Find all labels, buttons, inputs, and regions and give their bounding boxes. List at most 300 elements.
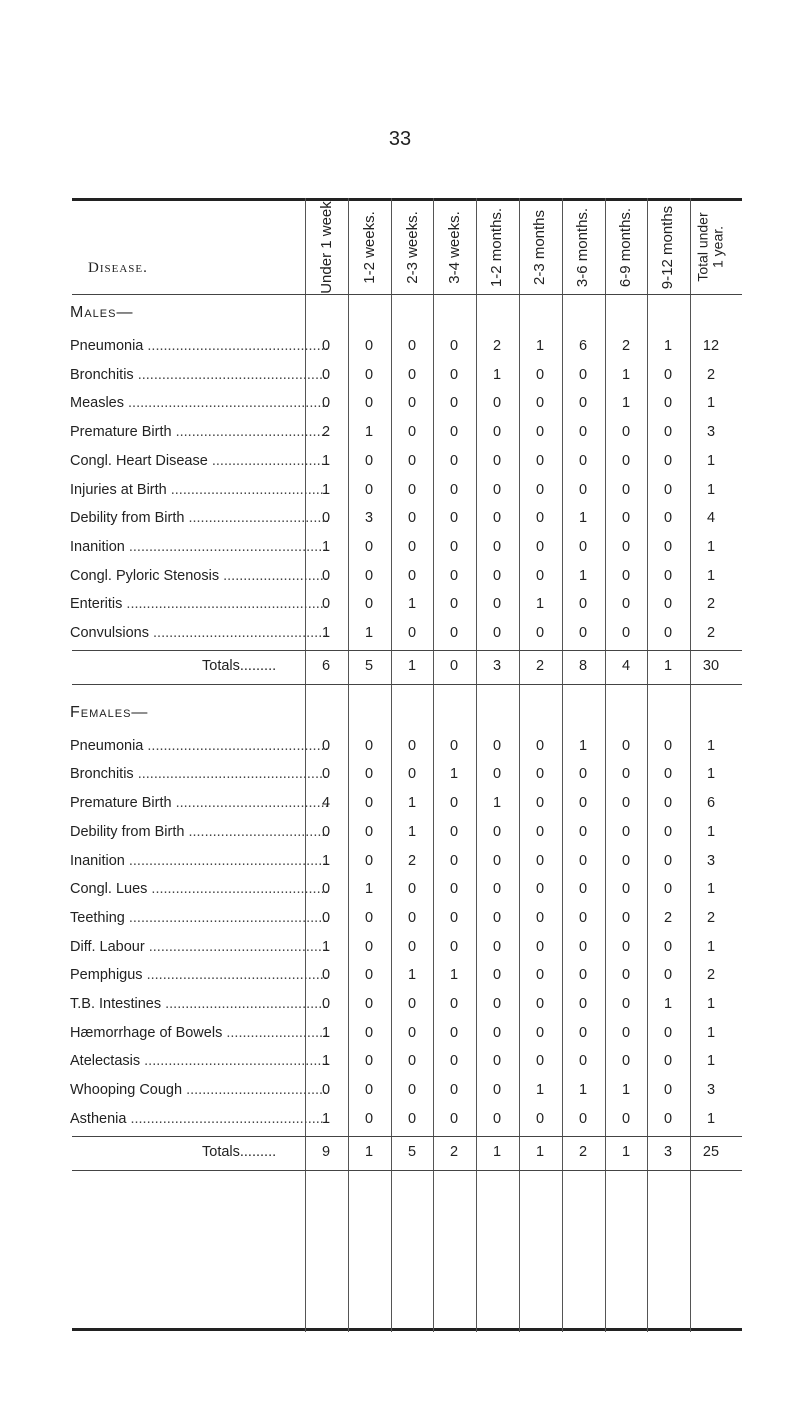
males-cell: 1 [407, 596, 417, 613]
females-totals-label: Totals......... [202, 1143, 277, 1160]
females-cell: 0 [492, 766, 502, 783]
females-cell: 0 [578, 967, 588, 984]
column-header-label: 3-4 weeks. [445, 210, 463, 284]
males-totals-cell: 0 [449, 657, 459, 674]
males-cell: 0 [663, 567, 673, 584]
males-cell: 0 [321, 596, 331, 613]
females-cell: 0 [321, 967, 331, 984]
females-cell: 4 [321, 795, 331, 812]
females-cell: 0 [321, 766, 331, 783]
females-cell: 1 [706, 1053, 716, 1070]
females-section-title: Females— [70, 703, 149, 721]
males-cell: 0 [321, 366, 331, 383]
females-cell: 0 [535, 1053, 545, 1070]
females-row-label: Atelectasis ..... [70, 1053, 328, 1069]
females-cell: 0 [407, 737, 417, 754]
females-cell: 0 [621, 852, 631, 869]
females-totals-cell: 3 [663, 1143, 673, 1160]
females-cell: 1 [407, 795, 417, 812]
females-cell: 1 [364, 881, 374, 898]
females-cell: 0 [407, 881, 417, 898]
males-cell: 1 [492, 366, 502, 383]
males-cell: 0 [449, 424, 459, 441]
males-cell: 2 [706, 596, 716, 613]
column-header-label: 3-6 months. [574, 207, 592, 287]
males-cell: 12 [702, 338, 720, 354]
males-totals-cell: 6 [321, 657, 331, 674]
males-cell: 1 [621, 395, 631, 412]
males-cell: 0 [578, 395, 588, 412]
males-cell: 0 [449, 510, 459, 527]
females-cell: 0 [663, 938, 673, 955]
females-cell: 0 [621, 766, 631, 783]
females-cell: 2 [706, 967, 716, 984]
females-cell: 0 [407, 1053, 417, 1070]
page-number: 33 [388, 128, 412, 150]
females-cell: 0 [492, 1110, 502, 1127]
males-cell: 0 [578, 424, 588, 441]
males-cell: 0 [449, 567, 459, 584]
males-cell: 0 [535, 424, 545, 441]
males-cell: 0 [663, 596, 673, 613]
males-cell: 0 [364, 395, 374, 412]
males-cell: 1 [321, 481, 331, 498]
males-cell: 0 [535, 538, 545, 555]
column-header [305, 202, 347, 292]
females-row-label: Pneumonia ..... [70, 738, 328, 754]
females-cell: 0 [578, 909, 588, 926]
column-header-label: 1-2 weeks. [360, 210, 378, 284]
males-cell: 3 [364, 510, 374, 527]
males-cell: 0 [364, 452, 374, 469]
column-header-label: 1-2 months. [488, 207, 506, 287]
males-cell: 0 [578, 625, 588, 641]
females-cell: 1 [578, 737, 588, 754]
females-cell: 0 [364, 766, 374, 783]
column-header [476, 202, 518, 292]
females-cell: 6 [706, 795, 716, 812]
males-cell: 0 [407, 395, 417, 412]
females-cell: 0 [535, 795, 545, 812]
females-cell: 1 [449, 967, 459, 984]
females-cell: 0 [535, 909, 545, 926]
females-cell: 1 [578, 1082, 588, 1099]
males-row-label: Congl. Heart Disease ..... [70, 453, 328, 469]
males-cell: 0 [407, 338, 417, 354]
females-cell: 0 [663, 1110, 673, 1127]
males-cell: 1 [364, 424, 374, 441]
females-cell: 1 [706, 938, 716, 955]
column-header-label: Under 1 week [317, 200, 335, 294]
males-cell: 0 [663, 424, 673, 441]
males-cell: 0 [407, 366, 417, 383]
females-cell: 0 [492, 1053, 502, 1070]
females-cell: 0 [663, 852, 673, 869]
males-cell: 0 [364, 338, 374, 354]
females-totals-cell: 25 [702, 1143, 720, 1160]
females-cell: 0 [578, 766, 588, 783]
females-cell: 0 [449, 909, 459, 926]
males-cell: 2 [492, 338, 502, 354]
males-cell: 0 [449, 481, 459, 498]
females-cell: 0 [663, 1024, 673, 1041]
column-header-label: 2-3 weeks. [403, 210, 421, 284]
males-section-title: Males— [70, 304, 134, 321]
females-cell: 0 [449, 1024, 459, 1041]
males-cell: 0 [492, 538, 502, 555]
females-cell: 0 [364, 967, 374, 984]
males-cell: 0 [407, 452, 417, 469]
column-header [391, 202, 433, 292]
females-cell: 0 [535, 881, 545, 898]
column-header [690, 202, 732, 292]
females-cell: 0 [321, 1082, 331, 1099]
females-row-label: Asthenia ..... [70, 1111, 328, 1127]
males-cell: 0 [407, 625, 417, 641]
males-cell: 0 [492, 424, 502, 441]
males-cell: 0 [364, 366, 374, 383]
males-cell: 0 [321, 338, 331, 354]
females-cell: 0 [492, 823, 502, 840]
males-totals-cell: 30 [702, 657, 720, 674]
females-cell: 0 [364, 1024, 374, 1041]
males-cell: 0 [621, 481, 631, 498]
females-cell: 0 [407, 909, 417, 926]
males-cell: 0 [449, 338, 459, 354]
males-cell: 0 [407, 424, 417, 441]
males-row-label: Bronchitis ..... [70, 367, 328, 383]
males-cell: 0 [449, 625, 459, 641]
disease-column-header: Disease. [88, 260, 148, 276]
females-cell: 1 [535, 1082, 545, 1099]
males-cell: 0 [492, 395, 502, 412]
males-cell: 0 [364, 538, 374, 555]
males-cell: 0 [663, 481, 673, 498]
females-totals-cell: 2 [449, 1143, 459, 1160]
females-cell: 0 [364, 1053, 374, 1070]
column-header-label: Total under 1 year. [695, 212, 726, 282]
males-row-label: Enteritis ..... [70, 596, 328, 612]
males-cell: 0 [407, 510, 417, 527]
females-cell: 0 [621, 823, 631, 840]
mortality-table [72, 198, 742, 1332]
males-cell: 0 [321, 567, 331, 584]
females-cell: 1 [706, 996, 716, 1012]
males-cell: 1 [663, 338, 673, 354]
females-cell: 0 [449, 795, 459, 812]
males-cell: 0 [364, 596, 374, 613]
females-row-label: Whooping Cough ..... [70, 1082, 328, 1098]
males-totals-cell: 2 [535, 657, 545, 674]
females-cell: 0 [364, 938, 374, 955]
males-totals-cell: 1 [663, 657, 673, 674]
females-cell: 1 [321, 1110, 331, 1127]
males-cell: 0 [578, 366, 588, 383]
males-cell: 0 [492, 567, 502, 584]
females-cell: 1 [321, 852, 331, 869]
males-cell: 1 [578, 510, 588, 527]
column-header [519, 202, 561, 292]
column-header [433, 202, 475, 292]
males-cell: 0 [621, 625, 631, 641]
females-cell: 0 [492, 938, 502, 955]
females-cell: 0 [449, 1053, 459, 1070]
females-row-label: Hæmorrhage of Bowels ..... [70, 1025, 328, 1041]
males-cell: 0 [321, 510, 331, 527]
females-cell: 0 [449, 938, 459, 955]
males-row-label: Measles ..... [70, 395, 328, 411]
females-cell: 0 [449, 1082, 459, 1099]
males-cell: 0 [578, 596, 588, 613]
females-cell: 0 [321, 823, 331, 840]
males-cell: 1 [578, 567, 588, 584]
males-row-label: Premature Birth ..... [70, 424, 328, 440]
males-cell: 0 [407, 567, 417, 584]
males-cell: 1 [321, 625, 331, 641]
column-header-label: 6-9 months. [617, 207, 635, 287]
females-cell: 0 [535, 1110, 545, 1127]
females-cell: 0 [621, 1053, 631, 1070]
table-bottom-rule [72, 1328, 742, 1331]
males-cell: 1 [706, 481, 716, 498]
females-cell: 0 [364, 909, 374, 926]
females-totals-cell: 1 [492, 1143, 502, 1160]
females-row-label: Teething ..... [70, 910, 328, 926]
females-cell: 0 [492, 967, 502, 984]
females-totals-cell: 5 [407, 1143, 417, 1160]
females-cell: 0 [407, 938, 417, 955]
males-cell: 1 [535, 338, 545, 354]
males-cell: 0 [449, 452, 459, 469]
females-cell: 0 [621, 967, 631, 984]
females-cell: 0 [663, 795, 673, 812]
females-cell: 3 [706, 1082, 716, 1099]
females-cell: 0 [449, 881, 459, 898]
females-cell: 1 [706, 1024, 716, 1041]
males-cell: 1 [321, 538, 331, 555]
females-totals-cell: 9 [321, 1143, 331, 1160]
females-cell: 0 [578, 938, 588, 955]
females-totals-cell: 1 [621, 1143, 631, 1160]
males-cell: 0 [663, 452, 673, 469]
males-cell: 1 [706, 395, 716, 412]
females-cell: 0 [578, 1110, 588, 1127]
females-totals-cell: 1 [364, 1143, 374, 1160]
females-cell: 0 [535, 823, 545, 840]
females-cell: 1 [321, 1053, 331, 1070]
males-cell: 0 [578, 481, 588, 498]
females-cell: 0 [449, 852, 459, 869]
females-cell: 0 [492, 1024, 502, 1041]
females-cell: 0 [407, 1082, 417, 1099]
males-cell: 0 [449, 395, 459, 412]
females-cell: 0 [578, 795, 588, 812]
females-cell: 3 [706, 852, 716, 869]
males-cell: 0 [663, 538, 673, 555]
males-cell: 0 [535, 510, 545, 527]
females-cell: 0 [492, 852, 502, 869]
males-cell: 0 [663, 395, 673, 412]
column-header [562, 202, 604, 292]
females-cell: 0 [364, 823, 374, 840]
females-totals-rule-top [72, 1136, 742, 1137]
females-cell: 0 [535, 852, 545, 869]
females-cell: 2 [706, 909, 716, 926]
males-cell: 0 [364, 567, 374, 584]
males-totals-rule-bottom [72, 684, 742, 685]
females-cell: 0 [535, 967, 545, 984]
males-cell: 0 [621, 538, 631, 555]
males-cell: 0 [449, 538, 459, 555]
males-row-label: Congl. Pyloric Stenosis ..... [70, 568, 328, 584]
males-cell: 4 [706, 510, 716, 527]
males-cell: 0 [492, 481, 502, 498]
females-cell: 1 [492, 795, 502, 812]
females-cell: 0 [364, 852, 374, 869]
males-cell: 1 [535, 596, 545, 613]
females-cell: 0 [492, 737, 502, 754]
females-cell: 0 [578, 852, 588, 869]
males-row-label: Convulsions ..... [70, 625, 328, 641]
males-cell: 2 [321, 424, 331, 441]
males-cell: 2 [706, 366, 716, 383]
males-cell: 0 [492, 510, 502, 527]
females-cell: 1 [706, 766, 716, 783]
females-cell: 0 [621, 996, 631, 1012]
females-cell: 1 [663, 996, 673, 1012]
females-row-label: Pemphigus ..... [70, 967, 328, 983]
males-cell: 0 [407, 481, 417, 498]
females-row-label: T.B. Intestines ..... [70, 996, 328, 1012]
females-totals-cell: 1 [535, 1143, 545, 1160]
males-totals-cell: 8 [578, 657, 588, 674]
males-cell: 0 [449, 366, 459, 383]
males-cell: 0 [364, 481, 374, 498]
column-header-label: 9-12 months [659, 205, 677, 289]
females-row-label: Inanition ..... [70, 853, 328, 869]
females-cell: 0 [449, 1110, 459, 1127]
males-totals-rule-top [72, 650, 742, 651]
males-cell: 0 [621, 567, 631, 584]
females-cell: 0 [449, 823, 459, 840]
females-cell: 1 [449, 766, 459, 783]
females-cell: 0 [621, 1024, 631, 1041]
females-cell: 0 [663, 823, 673, 840]
females-row-label: Diff. Labour ..... [70, 939, 328, 955]
header-rule [72, 294, 742, 295]
females-cell: 0 [407, 1110, 417, 1127]
males-cell: 0 [663, 366, 673, 383]
males-cell: 1 [706, 567, 716, 584]
column-header [605, 202, 647, 292]
females-row-label: Debility from Birth ..... [70, 824, 328, 840]
males-cell: 0 [535, 395, 545, 412]
males-cell: 0 [663, 625, 673, 641]
females-cell: 0 [663, 766, 673, 783]
males-cell: 0 [663, 510, 673, 527]
females-cell: 1 [706, 881, 716, 898]
females-cell: 0 [492, 881, 502, 898]
females-cell: 0 [364, 1082, 374, 1099]
males-totals-cell: 5 [364, 657, 374, 674]
males-cell: 0 [578, 538, 588, 555]
males-cell: 0 [621, 510, 631, 527]
females-cell: 0 [321, 737, 331, 754]
females-cell: 1 [321, 938, 331, 955]
females-cell: 0 [449, 996, 459, 1012]
females-cell: 0 [364, 737, 374, 754]
males-cell: 0 [492, 625, 502, 641]
females-cell: 0 [621, 1110, 631, 1127]
females-cell: 1 [706, 737, 716, 754]
females-cell: 0 [364, 795, 374, 812]
females-totals-cell: 2 [578, 1143, 588, 1160]
females-cell: 0 [321, 909, 331, 926]
females-cell: 0 [407, 1024, 417, 1041]
males-cell: 1 [621, 366, 631, 383]
males-totals-cell: 3 [492, 657, 502, 674]
females-cell: 0 [449, 737, 459, 754]
females-cell: 0 [663, 737, 673, 754]
females-cell: 0 [535, 737, 545, 754]
females-cell: 0 [535, 996, 545, 1012]
males-totals-cell: 1 [407, 657, 417, 674]
females-cell: 0 [364, 996, 374, 1012]
females-cell: 1 [407, 967, 417, 984]
females-cell: 0 [492, 909, 502, 926]
females-cell: 0 [578, 1024, 588, 1041]
males-cell: 2 [706, 625, 716, 641]
females-cell: 0 [535, 766, 545, 783]
males-cell: 0 [407, 538, 417, 555]
males-cell: 3 [706, 424, 716, 441]
females-cell: 1 [621, 1082, 631, 1099]
column-header-label: 2-3 months [531, 209, 549, 285]
column-header [348, 202, 390, 292]
males-cell: 0 [621, 452, 631, 469]
females-cell: 0 [621, 938, 631, 955]
males-row-label: Injuries at Birth ..... [70, 482, 328, 498]
males-cell: 1 [364, 625, 374, 641]
males-cell: 6 [578, 338, 588, 354]
females-cell: 0 [364, 1110, 374, 1127]
females-cell: 0 [663, 1053, 673, 1070]
males-totals-cell: 4 [621, 657, 631, 674]
males-cell: 0 [449, 596, 459, 613]
males-cell: 0 [535, 366, 545, 383]
males-cell: 0 [492, 596, 502, 613]
males-cell: 0 [535, 567, 545, 584]
males-totals-label: Totals......... [202, 657, 277, 674]
females-row-label: Bronchitis ..... [70, 766, 328, 782]
females-cell: 2 [407, 852, 417, 869]
females-cell: 0 [578, 881, 588, 898]
females-cell: 0 [578, 1053, 588, 1070]
females-cell: 0 [663, 1082, 673, 1099]
males-row-label: Debility from Birth ..... [70, 510, 328, 526]
females-cell: 0 [535, 1024, 545, 1041]
males-cell: 0 [535, 481, 545, 498]
males-cell: 1 [321, 452, 331, 469]
females-cell: 0 [321, 996, 331, 1012]
females-cell: 0 [621, 909, 631, 926]
females-cell: 1 [407, 823, 417, 840]
females-cell: 0 [621, 881, 631, 898]
males-row-label: Inanition ..... [70, 539, 328, 555]
females-cell: 0 [578, 823, 588, 840]
females-cell: 0 [663, 881, 673, 898]
table-top-rule [72, 198, 742, 201]
